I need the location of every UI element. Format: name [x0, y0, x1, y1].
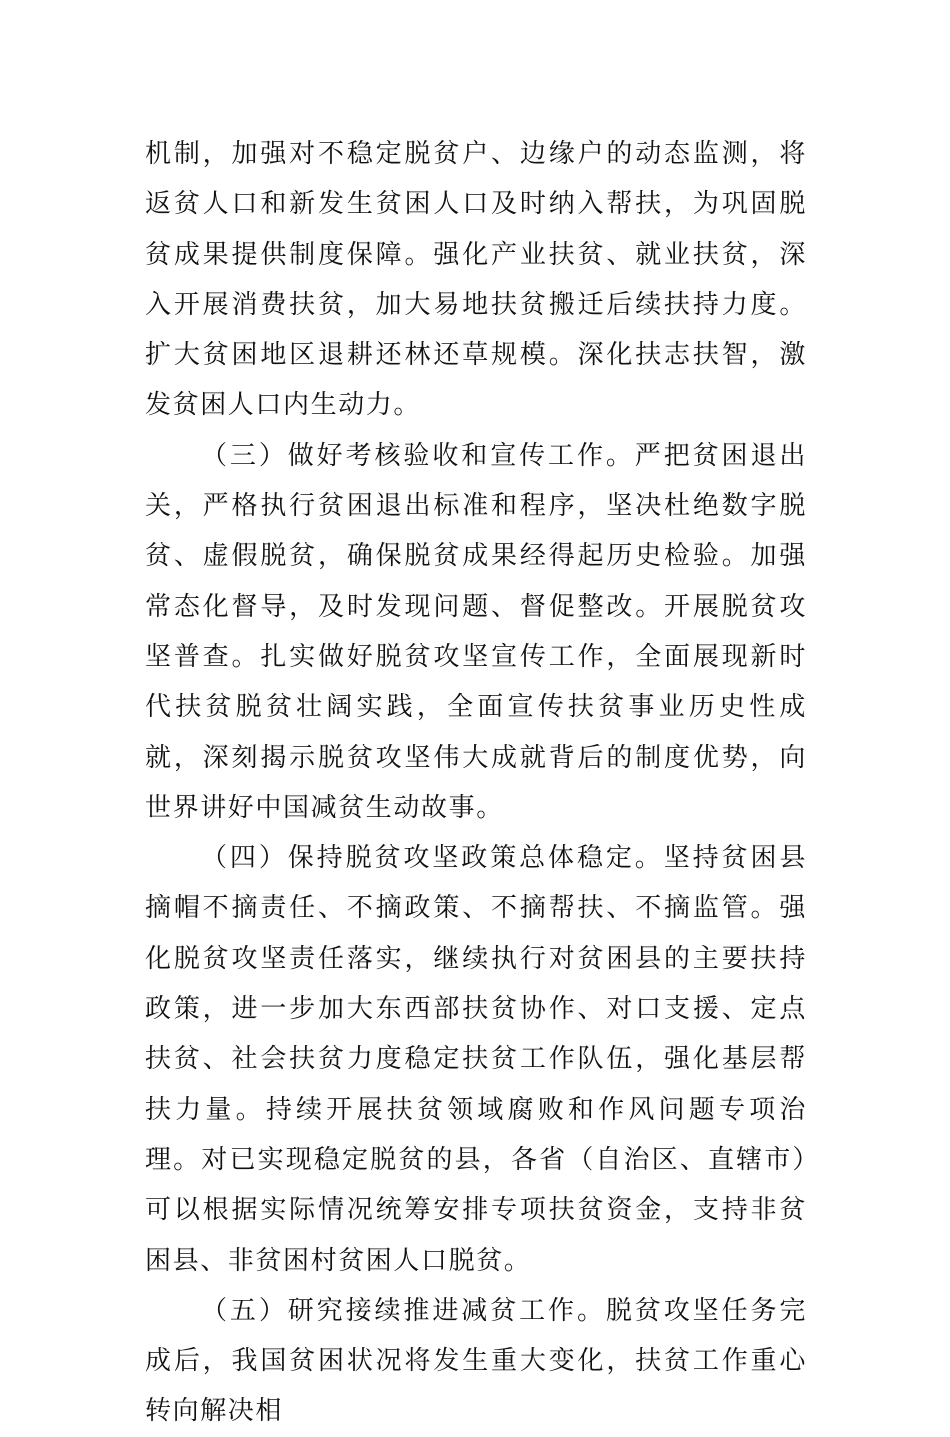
paragraph-section-3: （三）做好考核验收和宣传工作。严把贫困退出关，严格执行贫困退出标准和程序，坚决杜绝数字脱贫、虚假脱贫，确保脱贫成果经得起历史检验。加强常态化督导，及时发现问题、督促整改。开展脱贫攻坚普查。扎实做好脱贫攻坚宣传工作，全面展现新时代扶贫脱贫壮阔实践，全面宣传扶贫事业历史性成就，深刻揭示脱贫攻坚伟大成就背后的制度优势，向世界讲好中国减贫生动故事。 [145, 440, 807, 823]
document-body [145, 129, 807, 1437]
paragraph-section-5: （五）研究接续推进减贫工作。脱贫攻坚任务完成后，我国贫困状况将发生重大变化，扶贫工作重心转向解决相 [145, 1295, 807, 1427]
paragraph-continued: 机制，加强对不稳定脱贫户、边缘户的动态监测，将返贫人口和新发生贫困人口及时纳入帮扶，为巩固脱贫成果提供制度保障。强化产业扶贫、就业扶贫，深入开展消费扶贫，加大易地扶贫搬迁后续扶持力度。扩大贫困地区退耕还林还草规模。深化扶志扶智，激发贫困人口内生动力。 [145, 139, 807, 421]
paragraph-section-4: （四）保持脱贫攻坚政策总体稳定。坚持贫困县摘帽不摘责任、不摘政策、不摘帮扶、不摘监管。强化脱贫攻坚责任落实，继续执行对贫困县的主要扶持政策，进一步加大东西部扶贫协作、对口支援、定点扶贫、社会扶贫力度稳定扶贫工作队伍，强化基层帮扶力量。持续开展扶贫领域腐败和作风问题专项治理。对已实现稳定脱贫的县，各省（自治区、直辖市）可以根据实际情况统筹安排专项扶贫资金，支持非贫困县、非贫困村贫困人口脱贫。 [145, 843, 807, 1276]
